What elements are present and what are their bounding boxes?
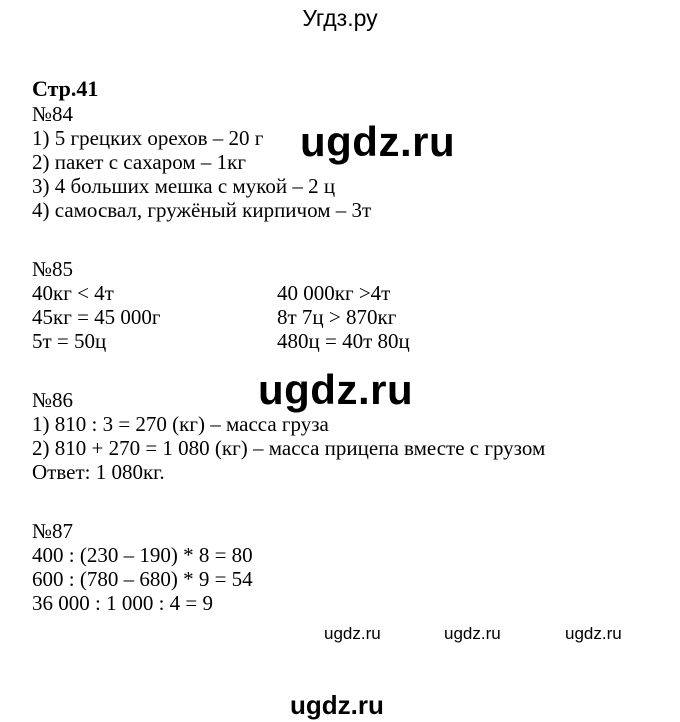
watermark: ugdz.ru: [290, 690, 384, 720]
task-line: 2) 810 + 270 = 1 080 (кг) – масса прицепа вместе с грузом: [32, 436, 546, 460]
task-number: №85: [32, 257, 74, 281]
task-line: 600 : (780 – 680) * 9 = 54: [32, 567, 253, 591]
comparison-right-column: [277, 281, 652, 353]
comparison-item: 40кг < 4т: [32, 281, 114, 305]
comparison-item: 40 000кг >4т: [277, 281, 391, 305]
task-87: [32, 519, 652, 615]
watermark: ugdz.ru: [324, 624, 381, 643]
comparison-item: 8т 7ц > 870кг: [277, 305, 397, 329]
task-number: №87: [32, 519, 74, 543]
task-85: [32, 257, 652, 353]
task-line: 4) самосвал, гружёный кирпичом – 3т: [32, 198, 372, 222]
watermark: ugdz.ru: [444, 624, 501, 643]
task-line: 36 000 : 1 000 : 4 = 9: [32, 591, 214, 615]
page-title: Стр.41: [32, 76, 99, 101]
task-number: №84: [32, 102, 74, 126]
task-line: 2) пакет с сахаром – 1кг: [32, 150, 246, 174]
comparison-item: 45кг = 45 000г: [32, 305, 161, 329]
task-line: 1) 810 : 3 = 270 (кг) – масса груза: [32, 412, 329, 436]
task-line: 1) 5 грецких орехов – 20 г: [32, 126, 264, 150]
task-answer: Ответ: 1 080кг.: [32, 460, 165, 484]
task-line: 400 : (230 – 190) * 8 = 80: [32, 543, 253, 567]
comparison-item: 480ц = 40т 80ц: [277, 329, 410, 353]
comparison-item: 5т = 50ц: [32, 329, 107, 353]
watermark: ugdz.ru: [565, 624, 622, 643]
comparison-columns: [32, 281, 652, 353]
watermark: ugdz.ru: [300, 118, 456, 165]
site-title: Угдз.ру: [302, 5, 378, 31]
watermark: ugdz.ru: [258, 366, 414, 413]
task-line: 3) 4 больших мешка с мукой – 2 ц: [32, 174, 336, 198]
comparison-left-column: [32, 281, 277, 353]
task-number: №86: [32, 388, 74, 412]
